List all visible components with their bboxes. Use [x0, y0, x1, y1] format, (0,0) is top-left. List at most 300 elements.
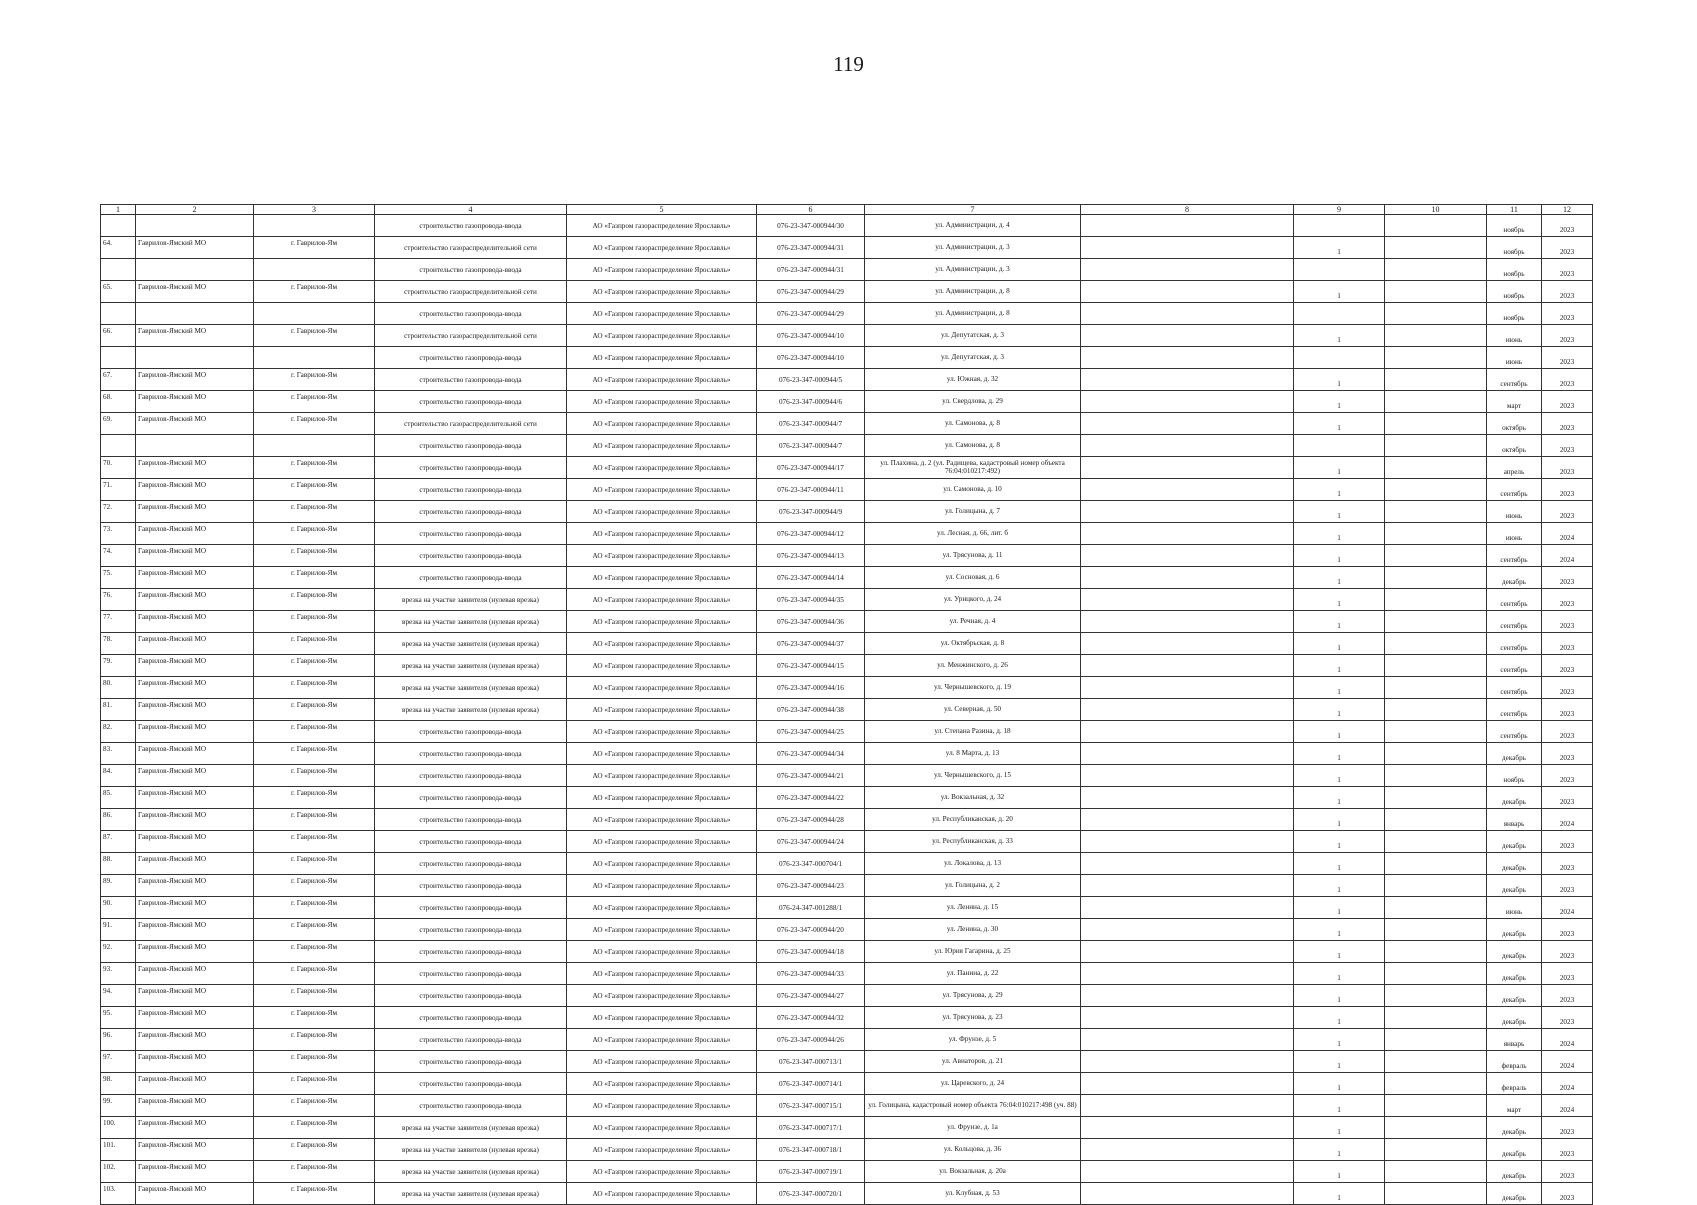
settlement-cell: г. Гаврилов-Ям [254, 545, 375, 567]
work-type-cell: строительство газопровода-ввода [375, 523, 567, 545]
organization-cell: АО «Газпром газораспределение Ярославль» [567, 1029, 757, 1051]
month-cell: декабрь [1487, 919, 1542, 941]
year-cell: 2023 [1542, 325, 1593, 347]
count-cell: 1 [1294, 633, 1385, 655]
count-cell: 1 [1294, 963, 1385, 985]
row-number-cell: 82. [101, 721, 136, 743]
address-cell: ул. Плахина, д. 2 (ул. Радищева, кадастровый номер объекта 76:04:010217:492) [865, 457, 1081, 479]
month-cell: апрель [1487, 457, 1542, 479]
municipality-cell: Гаврилов-Ямский МО [136, 1139, 254, 1161]
column-10-cell [1385, 1139, 1487, 1161]
column-10-cell [1385, 281, 1487, 303]
address-cell: ул. Урицкого, д. 24 [865, 589, 1081, 611]
column-8-cell [1081, 787, 1294, 809]
work-type-cell: строительство газопровода-ввода [375, 831, 567, 853]
month-cell: ноябрь [1487, 237, 1542, 259]
organization-cell: АО «Газпром газораспределение Ярославль» [567, 831, 757, 853]
municipality-cell: Гаврилов-Ямский МО [136, 611, 254, 633]
row-number-cell: 80. [101, 677, 136, 699]
work-type-cell: строительство газопровода-ввода [375, 1051, 567, 1073]
month-cell: декабрь [1487, 743, 1542, 765]
address-cell: ул. Царевского, д. 24 [865, 1073, 1081, 1095]
row-number-cell: 67. [101, 369, 136, 391]
application-code-cell: 076-23-347-000717/1 [757, 1117, 865, 1139]
application-code-cell: 076-23-347-000944/9 [757, 501, 865, 523]
month-cell: сентябрь [1487, 589, 1542, 611]
address-cell: ул. Фрунзе, д. 1а [865, 1117, 1081, 1139]
municipality-cell: Гаврилов-Ямский МО [136, 699, 254, 721]
year-cell: 2023 [1542, 281, 1593, 303]
work-type-cell: строительство газопровода-ввода [375, 919, 567, 941]
row-number-cell: 88. [101, 853, 136, 875]
table-row [101, 1095, 1593, 1117]
municipality-cell: Гаврилов-Ямский МО [136, 391, 254, 413]
column-10-cell [1385, 1051, 1487, 1073]
row-number-cell: 100. [101, 1117, 136, 1139]
organization-cell: АО «Газпром газораспределение Ярославль» [567, 1095, 757, 1117]
month-cell: октябрь [1487, 413, 1542, 435]
organization-cell: АО «Газпром газораспределение Ярославль» [567, 677, 757, 699]
count-cell: 1 [1294, 677, 1385, 699]
address-cell: ул. Панина, д. 22 [865, 963, 1081, 985]
settlement-cell: г. Гаврилов-Ям [254, 1029, 375, 1051]
work-type-cell: строительство газопровода-ввода [375, 765, 567, 787]
row-number-cell: 68. [101, 391, 136, 413]
work-type-cell: строительство газопровода-ввода [375, 985, 567, 1007]
year-cell: 2024 [1542, 1051, 1593, 1073]
column-10-cell [1385, 1029, 1487, 1051]
settlement-cell [254, 215, 375, 237]
month-cell: сентябрь [1487, 369, 1542, 391]
address-cell: ул. Ленина, д. 15 [865, 897, 1081, 919]
column-10-cell [1385, 765, 1487, 787]
table-row [101, 875, 1593, 897]
table-row [101, 1161, 1593, 1183]
column-8-cell [1081, 677, 1294, 699]
settlement-cell: г. Гаврилов-Ям [254, 1117, 375, 1139]
count-cell: 1 [1294, 1029, 1385, 1051]
column-10-cell [1385, 1183, 1487, 1205]
year-cell: 2023 [1542, 303, 1593, 325]
organization-cell: АО «Газпром газораспределение Ярославль» [567, 809, 757, 831]
month-cell: июнь [1487, 897, 1542, 919]
application-code-cell: 076-23-347-000944/24 [757, 831, 865, 853]
municipality-cell: Гаврилов-Ямский МО [136, 809, 254, 831]
row-number-cell: 93. [101, 963, 136, 985]
month-cell: ноябрь [1487, 303, 1542, 325]
settlement-cell: г. Гаврилов-Ям [254, 611, 375, 633]
municipality-cell: Гаврилов-Ямский МО [136, 457, 254, 479]
row-number-cell [101, 435, 136, 457]
settlement-cell [254, 259, 375, 281]
settlement-cell: г. Гаврилов-Ям [254, 1095, 375, 1117]
settlement-cell: г. Гаврилов-Ям [254, 589, 375, 611]
application-code-cell: 076-23-347-000944/16 [757, 677, 865, 699]
address-cell: ул. Администрации, д. 4 [865, 215, 1081, 237]
month-cell: декабрь [1487, 787, 1542, 809]
column-8-cell [1081, 501, 1294, 523]
table-row [101, 809, 1593, 831]
column-8-cell [1081, 765, 1294, 787]
work-type-cell: строительство газопровода-ввода [375, 1007, 567, 1029]
year-cell: 2023 [1542, 1007, 1593, 1029]
address-cell: ул. 8 Марта, д. 13 [865, 743, 1081, 765]
municipality-cell [136, 215, 254, 237]
table-row [101, 391, 1593, 413]
column-number: 10 [1385, 205, 1487, 215]
organization-cell: АО «Газпром газораспределение Ярославль» [567, 303, 757, 325]
application-code-cell: 076-23-347-000944/30 [757, 215, 865, 237]
year-cell: 2023 [1542, 721, 1593, 743]
work-type-cell: врезка на участке заявителя (нулевая врезка) [375, 655, 567, 677]
column-10-cell [1385, 897, 1487, 919]
month-cell: ноябрь [1487, 259, 1542, 281]
column-8-cell [1081, 941, 1294, 963]
municipality-cell: Гаврилов-Ямский МО [136, 765, 254, 787]
year-cell: 2023 [1542, 567, 1593, 589]
column-8-cell [1081, 589, 1294, 611]
column-number: 6 [757, 205, 865, 215]
organization-cell: АО «Газпром газораспределение Ярославль» [567, 743, 757, 765]
column-10-cell [1385, 589, 1487, 611]
application-code-cell: 076-24-347-001288/1 [757, 897, 865, 919]
organization-cell: АО «Газпром газораспределение Ярославль» [567, 457, 757, 479]
column-8-cell [1081, 545, 1294, 567]
row-number-cell: 81. [101, 699, 136, 721]
organization-cell: АО «Газпром газораспределение Ярославль» [567, 897, 757, 919]
table-row [101, 1073, 1593, 1095]
year-cell: 2023 [1542, 347, 1593, 369]
settlement-cell: г. Гаврилов-Ям [254, 1073, 375, 1095]
column-10-cell [1385, 303, 1487, 325]
month-cell: декабрь [1487, 831, 1542, 853]
organization-cell: АО «Газпром газораспределение Ярославль» [567, 237, 757, 259]
settlement-cell: г. Гаврилов-Ям [254, 413, 375, 435]
municipality-cell: Гаврилов-Ямский МО [136, 523, 254, 545]
settlement-cell: г. Гаврилов-Ям [254, 501, 375, 523]
column-number: 3 [254, 205, 375, 215]
column-8-cell [1081, 1117, 1294, 1139]
count-cell: 1 [1294, 545, 1385, 567]
count-cell: 1 [1294, 325, 1385, 347]
count-cell: 1 [1294, 897, 1385, 919]
year-cell: 2023 [1542, 215, 1593, 237]
organization-cell: АО «Газпром газораспределение Ярославль» [567, 1117, 757, 1139]
row-number-cell: 85. [101, 787, 136, 809]
column-10-cell [1385, 1073, 1487, 1095]
application-code-cell: 076-23-347-000720/1 [757, 1183, 865, 1205]
municipality-cell: Гаврилов-Ямский МО [136, 237, 254, 259]
table-row [101, 985, 1593, 1007]
municipality-cell: Гаврилов-Ямский МО [136, 853, 254, 875]
work-type-cell: строительство газораспределительной сети [375, 237, 567, 259]
year-cell: 2023 [1542, 589, 1593, 611]
count-cell: 1 [1294, 391, 1385, 413]
work-type-cell: врезка на участке заявителя (нулевая врезка) [375, 1161, 567, 1183]
column-8-cell [1081, 853, 1294, 875]
application-code-cell: 076-23-347-000944/36 [757, 611, 865, 633]
municipality-cell: Гаврилов-Ямский МО [136, 567, 254, 589]
address-cell: ул. Трясунова, д. 23 [865, 1007, 1081, 1029]
table-row [101, 567, 1593, 589]
municipality-cell: Гаврилов-Ямский МО [136, 1073, 254, 1095]
municipality-cell [136, 347, 254, 369]
count-cell: 1 [1294, 875, 1385, 897]
table-row [101, 897, 1593, 919]
column-8-cell [1081, 523, 1294, 545]
settlement-cell: г. Гаврилов-Ям [254, 985, 375, 1007]
row-number-cell: 98. [101, 1073, 136, 1095]
address-cell: ул. Трясунова, д. 11 [865, 545, 1081, 567]
count-cell: 1 [1294, 655, 1385, 677]
month-cell: июнь [1487, 523, 1542, 545]
column-8-cell [1081, 919, 1294, 941]
count-cell [1294, 347, 1385, 369]
column-8-cell [1081, 1139, 1294, 1161]
application-code-cell: 076-23-347-000944/7 [757, 435, 865, 457]
work-type-cell: строительство газопровода-ввода [375, 1095, 567, 1117]
settlement-cell: г. Гаврилов-Ям [254, 765, 375, 787]
settlement-cell: г. Гаврилов-Ям [254, 457, 375, 479]
count-cell: 1 [1294, 1139, 1385, 1161]
year-cell: 2023 [1542, 699, 1593, 721]
column-8-cell [1081, 413, 1294, 435]
organization-cell: АО «Газпром газораспределение Ярославль» [567, 567, 757, 589]
settlement-cell: г. Гаврилов-Ям [254, 699, 375, 721]
table-row [101, 721, 1593, 743]
application-code-cell: 076-23-347-000944/23 [757, 875, 865, 897]
settlement-cell [254, 347, 375, 369]
month-cell: декабрь [1487, 1161, 1542, 1183]
settlement-cell: г. Гаврилов-Ям [254, 1161, 375, 1183]
work-type-cell: строительство газопровода-ввода [375, 479, 567, 501]
application-code-cell: 076-23-347-000704/1 [757, 853, 865, 875]
table-row [101, 259, 1593, 281]
column-number: 11 [1487, 205, 1542, 215]
year-cell: 2023 [1542, 985, 1593, 1007]
address-cell: ул. Администрации, д. 8 [865, 281, 1081, 303]
settlement-cell: г. Гаврилов-Ям [254, 941, 375, 963]
month-cell: сентябрь [1487, 699, 1542, 721]
year-cell: 2023 [1542, 875, 1593, 897]
column-8-cell [1081, 963, 1294, 985]
municipality-cell: Гаврилов-Ямский МО [136, 501, 254, 523]
month-cell: декабрь [1487, 1139, 1542, 1161]
organization-cell: АО «Газпром газораспределение Ярославль» [567, 963, 757, 985]
work-type-cell: строительство газопровода-ввода [375, 721, 567, 743]
month-cell: октябрь [1487, 435, 1542, 457]
month-cell: декабрь [1487, 1183, 1542, 1205]
column-number: 2 [136, 205, 254, 215]
municipality-cell: Гаврилов-Ямский МО [136, 1183, 254, 1205]
year-cell: 2024 [1542, 523, 1593, 545]
column-8-cell [1081, 325, 1294, 347]
row-number-cell: 70. [101, 457, 136, 479]
month-cell: сентябрь [1487, 545, 1542, 567]
month-cell: сентябрь [1487, 479, 1542, 501]
table-row [101, 699, 1593, 721]
municipality-cell: Гаврилов-Ямский МО [136, 963, 254, 985]
settlement-cell: г. Гаврилов-Ям [254, 1007, 375, 1029]
table-row [101, 347, 1593, 369]
address-cell: ул. Администрации, д. 3 [865, 259, 1081, 281]
organization-cell: АО «Газпром газораспределение Ярославль» [567, 325, 757, 347]
table-row [101, 853, 1593, 875]
column-number: 7 [865, 205, 1081, 215]
application-code-cell: 076-23-347-000944/31 [757, 259, 865, 281]
settlement-cell: г. Гаврилов-Ям [254, 237, 375, 259]
count-cell: 1 [1294, 787, 1385, 809]
municipality-cell [136, 303, 254, 325]
year-cell: 2023 [1542, 1183, 1593, 1205]
work-type-cell: врезка на участке заявителя (нулевая врезка) [375, 633, 567, 655]
month-cell: сентябрь [1487, 721, 1542, 743]
row-number-cell [101, 303, 136, 325]
municipality-cell: Гаврилов-Ямский МО [136, 1051, 254, 1073]
row-number-cell: 90. [101, 897, 136, 919]
application-code-cell: 076-23-347-000944/12 [757, 523, 865, 545]
year-cell: 2024 [1542, 545, 1593, 567]
organization-cell: АО «Газпром газораспределение Ярославль» [567, 1051, 757, 1073]
column-number: 5 [567, 205, 757, 215]
application-code-cell: 076-23-347-000944/35 [757, 589, 865, 611]
application-code-cell: 076-23-347-000944/32 [757, 1007, 865, 1029]
count-cell: 1 [1294, 567, 1385, 589]
work-type-cell: врезка на участке заявителя (нулевая врезка) [375, 589, 567, 611]
table-row [101, 1117, 1593, 1139]
column-10-cell [1385, 743, 1487, 765]
month-cell: декабрь [1487, 1117, 1542, 1139]
address-cell: ул. Вокзальная, д. 32 [865, 787, 1081, 809]
work-type-cell: строительство газопровода-ввода [375, 567, 567, 589]
application-code-cell: 076-23-347-000714/1 [757, 1073, 865, 1095]
table-row [101, 523, 1593, 545]
work-type-cell: врезка на участке заявителя (нулевая врезка) [375, 1117, 567, 1139]
municipality-cell: Гаврилов-Ямский МО [136, 677, 254, 699]
year-cell: 2023 [1542, 611, 1593, 633]
settlement-cell: г. Гаврилов-Ям [254, 655, 375, 677]
column-8-cell [1081, 1073, 1294, 1095]
settlement-cell: г. Гаврилов-Ям [254, 391, 375, 413]
month-cell: сентябрь [1487, 611, 1542, 633]
settlement-cell [254, 435, 375, 457]
column-10-cell [1385, 699, 1487, 721]
settlement-cell [254, 303, 375, 325]
work-type-cell: строительство газопровода-ввода [375, 1029, 567, 1051]
address-cell: ул. Ленина, д. 30 [865, 919, 1081, 941]
address-cell: ул. Голицына, д. 7 [865, 501, 1081, 523]
municipality-cell: Гаврилов-Ямский МО [136, 1029, 254, 1051]
application-code-cell: 076-23-347-000719/1 [757, 1161, 865, 1183]
month-cell: декабрь [1487, 853, 1542, 875]
count-cell [1294, 259, 1385, 281]
count-cell: 1 [1294, 831, 1385, 853]
work-type-cell: врезка на участке заявителя (нулевая врезка) [375, 677, 567, 699]
table-row [101, 501, 1593, 523]
row-number-cell: 92. [101, 941, 136, 963]
table-row [101, 545, 1593, 567]
page-number: 119 [833, 52, 864, 76]
municipality-cell: Гаврилов-Ямский МО [136, 985, 254, 1007]
column-number: 4 [375, 205, 567, 215]
application-code-cell: 076-23-347-000944/18 [757, 941, 865, 963]
year-cell: 2023 [1542, 1117, 1593, 1139]
row-number-cell: 73. [101, 523, 136, 545]
row-number-cell: 79. [101, 655, 136, 677]
column-8-cell [1081, 831, 1294, 853]
column-8-cell [1081, 391, 1294, 413]
count-cell [1294, 215, 1385, 237]
table-row [101, 1139, 1593, 1161]
column-8-cell [1081, 633, 1294, 655]
settlement-cell: г. Гаврилов-Ям [254, 897, 375, 919]
work-type-cell: врезка на участке заявителя (нулевая врезка) [375, 611, 567, 633]
organization-cell: АО «Газпром газораспределение Ярославль» [567, 941, 757, 963]
address-cell: ул. Речная, д. 4 [865, 611, 1081, 633]
address-cell: ул. Свердлова, д. 29 [865, 391, 1081, 413]
table-row [101, 963, 1593, 985]
month-cell: ноябрь [1487, 215, 1542, 237]
organization-cell: АО «Газпром газораспределение Ярославль» [567, 919, 757, 941]
municipality-cell: Гаврилов-Ямский МО [136, 479, 254, 501]
organization-cell: АО «Газпром газораспределение Ярославль» [567, 391, 757, 413]
column-8-cell [1081, 611, 1294, 633]
address-cell: ул. Менжинского, д. 26 [865, 655, 1081, 677]
work-type-cell: строительство газопровода-ввода [375, 545, 567, 567]
work-type-cell: строительство газопровода-ввода [375, 391, 567, 413]
application-code-cell: 076-23-347-000944/27 [757, 985, 865, 1007]
count-cell: 1 [1294, 985, 1385, 1007]
column-8-cell [1081, 1183, 1294, 1205]
count-cell: 1 [1294, 457, 1385, 479]
organization-cell: АО «Газпром газораспределение Ярославль» [567, 655, 757, 677]
application-code-cell: 076-23-347-000944/31 [757, 237, 865, 259]
column-10-cell [1385, 215, 1487, 237]
row-number-cell: 75. [101, 567, 136, 589]
work-type-cell: строительство газопровода-ввода [375, 347, 567, 369]
organization-cell: АО «Газпром газораспределение Ярославль» [567, 765, 757, 787]
table-row [101, 589, 1593, 611]
settlement-cell: г. Гаврилов-Ям [254, 369, 375, 391]
address-cell: ул. Самонова, д. 10 [865, 479, 1081, 501]
address-cell: ул. Администрации, д. 8 [865, 303, 1081, 325]
work-type-cell: строительство газопровода-ввода [375, 1073, 567, 1095]
row-number-cell: 95. [101, 1007, 136, 1029]
application-code-cell: 076-23-347-000718/1 [757, 1139, 865, 1161]
application-code-cell: 076-23-347-000713/1 [757, 1051, 865, 1073]
organization-cell: АО «Газпром газораспределение Ярославль» [567, 435, 757, 457]
address-cell: ул. Локалова, д. 13 [865, 853, 1081, 875]
municipality-cell: Гаврилов-Ямский МО [136, 897, 254, 919]
column-10-cell [1385, 853, 1487, 875]
year-cell: 2023 [1542, 743, 1593, 765]
application-code-cell: 076-23-347-000944/11 [757, 479, 865, 501]
column-10-cell [1385, 1161, 1487, 1183]
count-cell: 1 [1294, 501, 1385, 523]
municipality-cell: Гаврилов-Ямский МО [136, 721, 254, 743]
column-number-row [101, 205, 1593, 215]
year-cell: 2023 [1542, 765, 1593, 787]
work-type-cell: строительство газопровода-ввода [375, 369, 567, 391]
month-cell: декабрь [1487, 1007, 1542, 1029]
application-code-cell: 076-23-347-000944/20 [757, 919, 865, 941]
table-row [101, 237, 1593, 259]
count-cell: 1 [1294, 413, 1385, 435]
column-8-cell [1081, 699, 1294, 721]
organization-cell: АО «Газпром газораспределение Ярославль» [567, 699, 757, 721]
count-cell: 1 [1294, 1095, 1385, 1117]
row-number-cell: 89. [101, 875, 136, 897]
